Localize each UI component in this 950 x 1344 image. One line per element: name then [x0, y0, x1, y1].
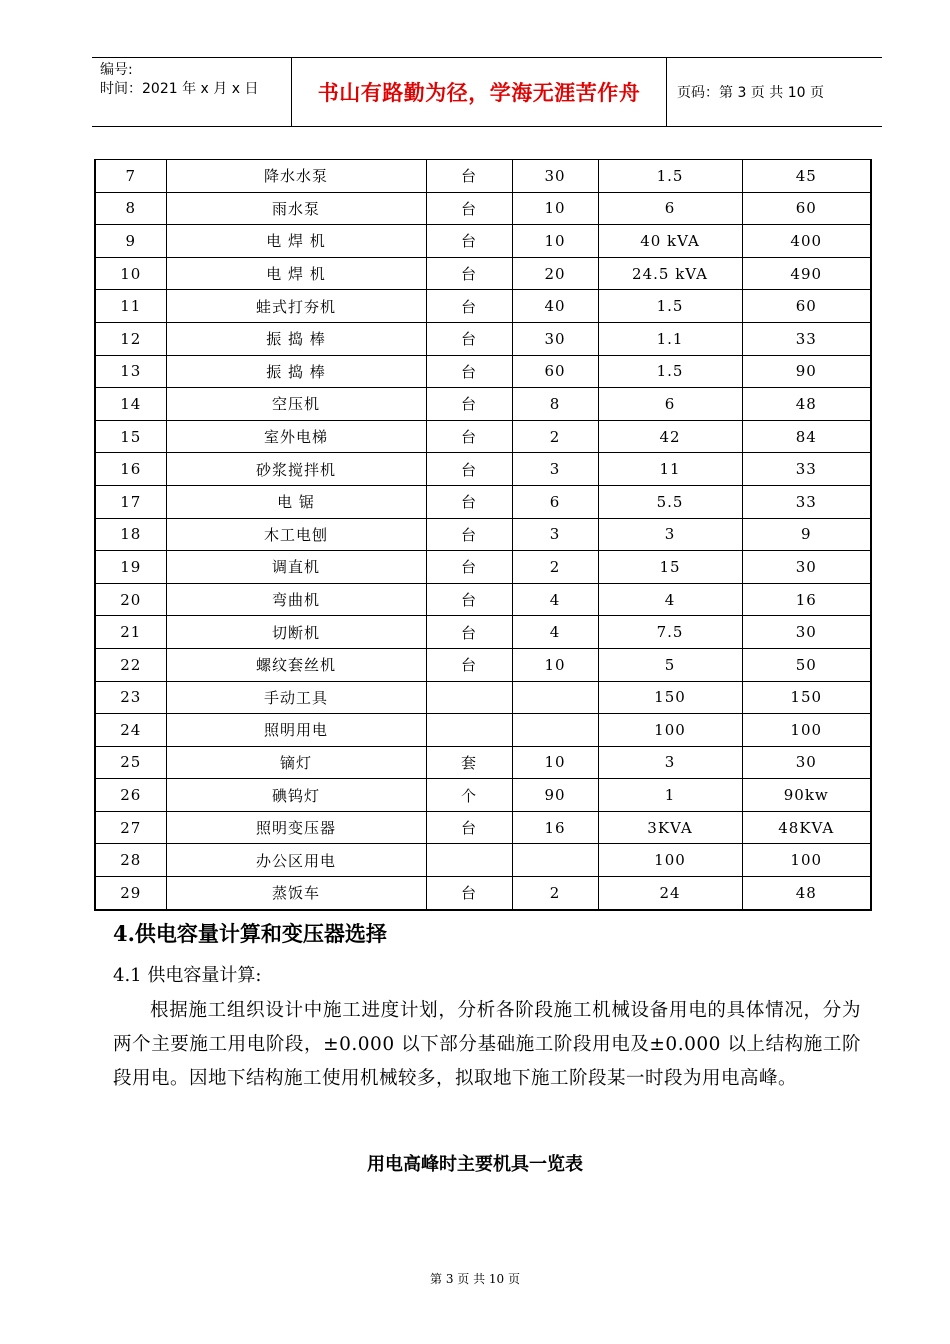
- cell-name: 镝灯: [166, 746, 426, 779]
- cell-power: 3: [598, 518, 742, 551]
- cell-power: 3: [598, 746, 742, 779]
- cell-total: 30: [742, 551, 871, 584]
- page-footer: 第 3 页 共 10 页: [430, 1272, 520, 1286]
- header-page-info: 页码：第 3 页 共 10 页: [677, 85, 824, 101]
- cell-total: 400: [742, 225, 871, 258]
- cell-no: 8: [95, 192, 166, 225]
- table-row: [95, 453, 871, 486]
- cell-qty: 40: [512, 290, 598, 323]
- cell-qty: 90: [512, 779, 598, 812]
- cell-qty: 2: [512, 420, 598, 453]
- table-row: [95, 518, 871, 551]
- cell-unit: [426, 714, 512, 747]
- cell-total: 45: [742, 160, 871, 193]
- cell-total: 490: [742, 257, 871, 290]
- cell-power: 4: [598, 583, 742, 616]
- cell-unit: 个: [426, 779, 512, 812]
- cell-total: 48KVA: [742, 811, 871, 844]
- cell-unit: [426, 844, 512, 877]
- cell-name: 办公区用电: [166, 844, 426, 877]
- table-row: [95, 388, 871, 421]
- cell-name: 电 焊 机: [166, 257, 426, 290]
- table-row: [95, 290, 871, 323]
- cell-power: 24: [598, 877, 742, 910]
- cell-total: 30: [742, 616, 871, 649]
- cell-unit: 台: [426, 583, 512, 616]
- cell-power: 11: [598, 453, 742, 486]
- cell-unit: 台: [426, 518, 512, 551]
- cell-no: 28: [95, 844, 166, 877]
- page-header: [92, 57, 882, 127]
- cell-no: 22: [95, 648, 166, 681]
- cell-no: 20: [95, 583, 166, 616]
- cell-power: 1.5: [598, 290, 742, 323]
- cell-total: 33: [742, 485, 871, 518]
- cell-name: 电 锯: [166, 485, 426, 518]
- cell-power: 3KVA: [598, 811, 742, 844]
- cell-unit: 台: [426, 616, 512, 649]
- header-motto: 书山有路勤为径，学海无涯苦作舟: [317, 81, 641, 105]
- section-subtitle: 4.1 供电容量计算:: [113, 965, 262, 986]
- cell-total: 90kw: [742, 779, 871, 812]
- cell-qty: 60: [512, 355, 598, 388]
- cell-unit: 台: [426, 322, 512, 355]
- cell-qty: 30: [512, 160, 598, 193]
- cell-unit: 台: [426, 192, 512, 225]
- section-paragraph: 根据施工组织设计中施工进度计划，分析各阶段施工机械设备用电的具体情况，分为两个主要施工用电阶段，±0.000 以下部分基础施工阶段用电及±0.000 以上结构施工阶段用电。因地下结构施工使用机械较多，拟取地下施工阶段某一时段为用电高峰。: [113, 1000, 861, 1089]
- cell-power: 6: [598, 192, 742, 225]
- cell-qty: 30: [512, 322, 598, 355]
- cell-power: 100: [598, 714, 742, 747]
- table-row: [95, 583, 871, 616]
- cell-power: 7.5: [598, 616, 742, 649]
- cell-unit: 台: [426, 160, 512, 193]
- cell-name: 室外电梯: [166, 420, 426, 453]
- table-row: [95, 225, 871, 258]
- cell-qty: 4: [512, 583, 598, 616]
- cell-unit: 台: [426, 355, 512, 388]
- cell-no: 10: [95, 257, 166, 290]
- cell-power: 40 kVA: [598, 225, 742, 258]
- equipment-table: [94, 159, 872, 911]
- equipment-table-wrapper: [94, 159, 872, 911]
- table-caption: 用电高峰时主要机具一览表: [367, 1154, 583, 1175]
- cell-name: 照明变压器: [166, 811, 426, 844]
- cell-total: 50: [742, 648, 871, 681]
- cell-no: 29: [95, 877, 166, 910]
- cell-unit: 台: [426, 420, 512, 453]
- table-row: [95, 648, 871, 681]
- cell-qty: 4: [512, 616, 598, 649]
- cell-qty: 10: [512, 746, 598, 779]
- cell-total: 100: [742, 844, 871, 877]
- cell-power: 6: [598, 388, 742, 421]
- table-row: [95, 714, 871, 747]
- cell-name: 空压机: [166, 388, 426, 421]
- cell-name: 照明用电: [166, 714, 426, 747]
- cell-name: 雨水泵: [166, 192, 426, 225]
- cell-power: 100: [598, 844, 742, 877]
- table-row: [95, 192, 871, 225]
- cell-unit: 套: [426, 746, 512, 779]
- cell-no: 19: [95, 551, 166, 584]
- cell-power: 42: [598, 420, 742, 453]
- cell-no: 12: [95, 322, 166, 355]
- cell-no: 13: [95, 355, 166, 388]
- cell-name: 砂浆搅拌机: [166, 453, 426, 486]
- cell-name: 碘钨灯: [166, 779, 426, 812]
- cell-qty: 10: [512, 192, 598, 225]
- table-row: [95, 877, 871, 910]
- cell-qty: 16: [512, 811, 598, 844]
- table-row: [95, 257, 871, 290]
- cell-no: 25: [95, 746, 166, 779]
- table-row: [95, 779, 871, 812]
- cell-power: 5: [598, 648, 742, 681]
- table-row: [95, 485, 871, 518]
- cell-name: 切断机: [166, 616, 426, 649]
- cell-no: 18: [95, 518, 166, 551]
- table-row: [95, 420, 871, 453]
- cell-qty: 2: [512, 551, 598, 584]
- cell-power: 24.5 kVA: [598, 257, 742, 290]
- cell-unit: 台: [426, 485, 512, 518]
- cell-power: 15: [598, 551, 742, 584]
- cell-name: 蒸饭车: [166, 877, 426, 910]
- cell-total: 48: [742, 388, 871, 421]
- cell-unit: 台: [426, 648, 512, 681]
- cell-qty: 3: [512, 453, 598, 486]
- cell-no: 15: [95, 420, 166, 453]
- cell-unit: 台: [426, 290, 512, 323]
- table-row: [95, 811, 871, 844]
- cell-name: 振 捣 棒: [166, 322, 426, 355]
- cell-total: 48: [742, 877, 871, 910]
- cell-name: 调直机: [166, 551, 426, 584]
- cell-total: 84: [742, 420, 871, 453]
- cell-power: 5.5: [598, 485, 742, 518]
- cell-no: 9: [95, 225, 166, 258]
- cell-qty: 10: [512, 648, 598, 681]
- cell-power: 1.5: [598, 160, 742, 193]
- table-row: [95, 322, 871, 355]
- cell-no: 16: [95, 453, 166, 486]
- cell-name: 木工电刨: [166, 518, 426, 551]
- cell-qty: [512, 714, 598, 747]
- section-title: 4.供电容量计算和变压器选择: [113, 921, 387, 946]
- cell-name: 电 焊 机: [166, 225, 426, 258]
- table-row: [95, 844, 871, 877]
- equipment-table-body: [95, 160, 871, 910]
- cell-no: 21: [95, 616, 166, 649]
- cell-power: 1.1: [598, 322, 742, 355]
- table-row: [95, 746, 871, 779]
- cell-power: 150: [598, 681, 742, 714]
- table-row: [95, 551, 871, 584]
- cell-name: 手动工具: [166, 681, 426, 714]
- header-time-label: 时间：2021 年 x 月 x 日: [100, 81, 259, 97]
- cell-total: 90: [742, 355, 871, 388]
- cell-qty: 2: [512, 877, 598, 910]
- cell-total: 60: [742, 192, 871, 225]
- cell-qty: 3: [512, 518, 598, 551]
- cell-qty: 6: [512, 485, 598, 518]
- cell-power: 1: [598, 779, 742, 812]
- cell-unit: 台: [426, 225, 512, 258]
- cell-no: 11: [95, 290, 166, 323]
- table-row: [95, 681, 871, 714]
- cell-total: 9: [742, 518, 871, 551]
- table-row: [95, 616, 871, 649]
- cell-unit: 台: [426, 388, 512, 421]
- cell-no: 23: [95, 681, 166, 714]
- cell-qty: 20: [512, 257, 598, 290]
- cell-total: 33: [742, 322, 871, 355]
- cell-qty: [512, 844, 598, 877]
- cell-total: 30: [742, 746, 871, 779]
- cell-unit: 台: [426, 257, 512, 290]
- cell-unit: 台: [426, 551, 512, 584]
- header-number-label: 编号:: [100, 62, 133, 78]
- cell-total: 150: [742, 681, 871, 714]
- cell-name: 螺纹套丝机: [166, 648, 426, 681]
- cell-no: 24: [95, 714, 166, 747]
- cell-no: 14: [95, 388, 166, 421]
- cell-no: 17: [95, 485, 166, 518]
- cell-name: 弯曲机: [166, 583, 426, 616]
- cell-qty: 10: [512, 225, 598, 258]
- cell-no: 7: [95, 160, 166, 193]
- cell-qty: 8: [512, 388, 598, 421]
- cell-total: 33: [742, 453, 871, 486]
- cell-power: 1.5: [598, 355, 742, 388]
- cell-name: 蛙式打夯机: [166, 290, 426, 323]
- cell-no: 26: [95, 779, 166, 812]
- cell-unit: 台: [426, 453, 512, 486]
- table-row: [95, 160, 871, 193]
- cell-name: 降水水泵: [166, 160, 426, 193]
- cell-unit: [426, 681, 512, 714]
- cell-no: 27: [95, 811, 166, 844]
- cell-unit: 台: [426, 877, 512, 910]
- cell-total: 16: [742, 583, 871, 616]
- cell-qty: [512, 681, 598, 714]
- cell-total: 100: [742, 714, 871, 747]
- cell-unit: 台: [426, 811, 512, 844]
- table-row: [95, 355, 871, 388]
- cell-total: 60: [742, 290, 871, 323]
- header-meta: [92, 58, 292, 126]
- cell-name: 振 捣 棒: [166, 355, 426, 388]
- header-motto-cell: [292, 58, 667, 126]
